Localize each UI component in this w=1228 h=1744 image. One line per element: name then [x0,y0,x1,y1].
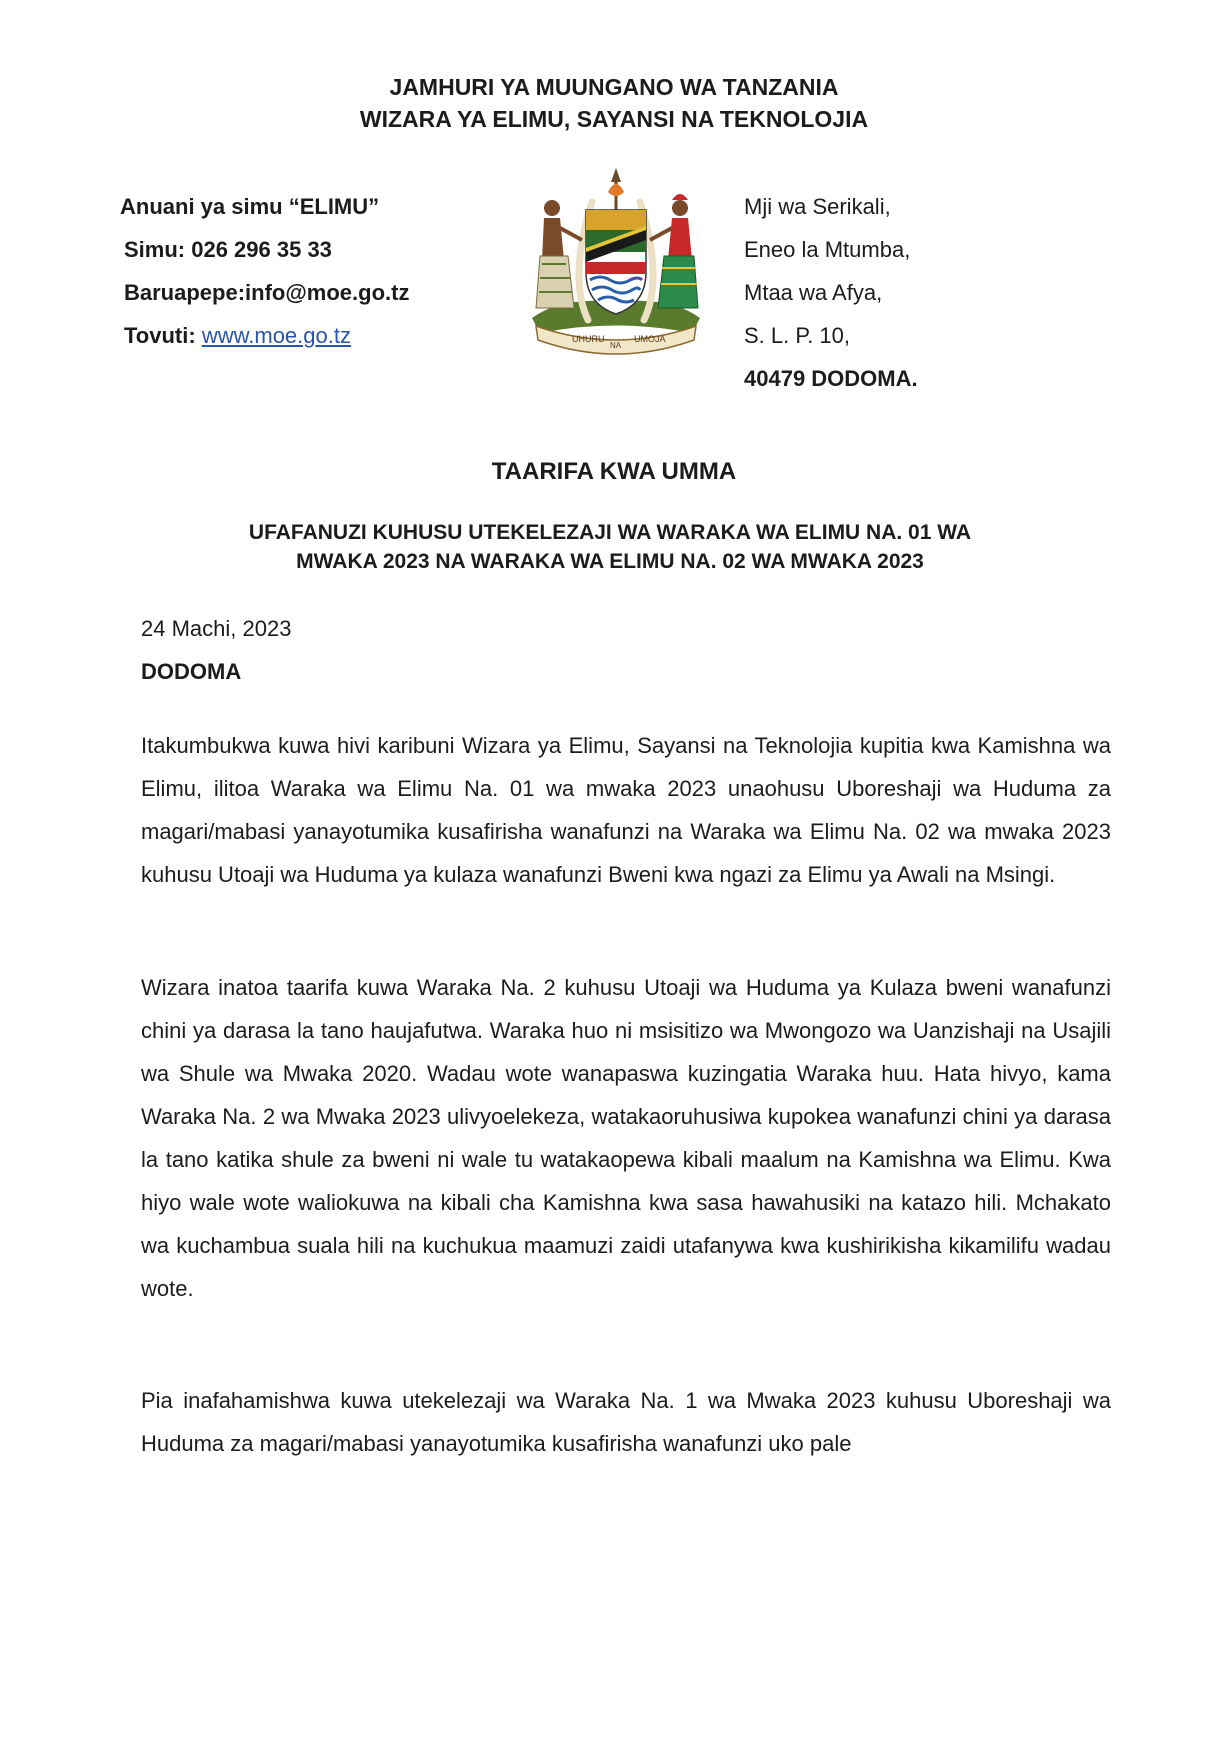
address-line-5: 40479 DODOMA. [744,366,918,391]
website-link[interactable]: www.moe.go.tz [201,323,351,348]
address-line-3: Mtaa wa Afya, [744,280,883,305]
subject-line-1: UFAFANUZI KUHUSU UTEKELEZAJI WA WARAKA WA ELIMU NA. 01 WA [248,521,972,544]
body-paragraph-1: Itakumbukwa kuwa hivi karibuni Wizara ya Elimu, Sayansi na Teknolojia kupitia kwa Kamishna wa Elimu, ilitoa Waraka wa Elimu Na. 01 wa mwaka 2023 unaohusu Uboreshaji wa Huduma za magari/mabasi yanayotumika kusafirisha wanafunzi na Waraka wa Elimu Na. 02 wa mwaka 2023 kuhusu Utoaji wa Huduma ya kulaza wanafunzi Bweni kwa ngazi za Elimu ya Awali na Msingi. [141,733,1111,887]
subject-line-2: MWAKA 2023 NA WARAKA WA ELIMU NA. 02 WA MWAKA 2023 [296,550,924,573]
contact-telegram: Anuani ya simu “ELIMU” [120,194,380,219]
motto-right-text: UMOJA [634,334,666,344]
document-title: TAARIFA KWA UMMA [491,458,737,485]
address-line-2: Eneo la Mtumba, [744,237,911,262]
motto-center-text: NA [610,341,622,350]
address-line-4: S. L. P. 10, [744,323,851,348]
contact-phone: Simu: 026 296 35 33 [124,237,332,262]
header-ministry: WIZARA YA ELIMU, SAYANSI NA TEKNOLOJIA [359,106,869,132]
address-line-1: Mji wa Serikali, [744,194,891,219]
body-paragraph-2: Wizara inatoa taarifa kuwa Waraka Na. 2 kuhusu Utoaji wa Huduma ya Kulaza bweni wanafunzi chini ya darasa la tano haujafutwa. Waraka huo ni msisitizo wa Mwongozo wa Uanzishaji na Usajili wa Shule wa Mwaka 2020. Wadau wote wanapaswa kuzingatia Waraka huu. Hata hivyo, kama Waraka Na. 2 wa Mwaka 2023 ulivyoelekeza, watakaoruhusiwa kupokea wanafunzi chini ya darasa la tano katika shule za bweni ni wale tu watakaopewa kibali maalum na Kamishna wa Elimu. Kwa hiyo wale wote waliokuwa na kibali cha Kamishna kwa sasa hawahusiki na katazo hili. Mchakato wa kuchambua suala hili na kuchukua maamuzi zaidi utafanywa kwa kushirikisha kikamilifu wadau wote. [141,975,1111,1301]
document-date: 24 Machi, 2023 [141,616,292,641]
contact-website-row [120,323,409,366]
body-paragraph-3: Pia inafahamishwa kuwa utekelezaji wa Waraka Na. 1 wa Mwaka 2023 kuhusu Uboreshaji wa Huduma za magari/mabasi yanayotumika kusafirisha wanafunzi uko pale [141,1388,1111,1456]
contact-website-label: Tovuti: [124,323,196,348]
address-block [744,194,918,409]
motto-left-text: UHURU [572,334,605,344]
coat-of-arms-emblem [522,168,710,358]
document-subject [150,518,1070,576]
header-country: JAMHURI YA MUUNGANO WA TANZANIA [389,74,839,100]
contact-block [120,194,409,366]
contact-email: Baruapepe:info@moe.go.tz [124,280,410,305]
document-place: DODOMA [141,659,242,684]
